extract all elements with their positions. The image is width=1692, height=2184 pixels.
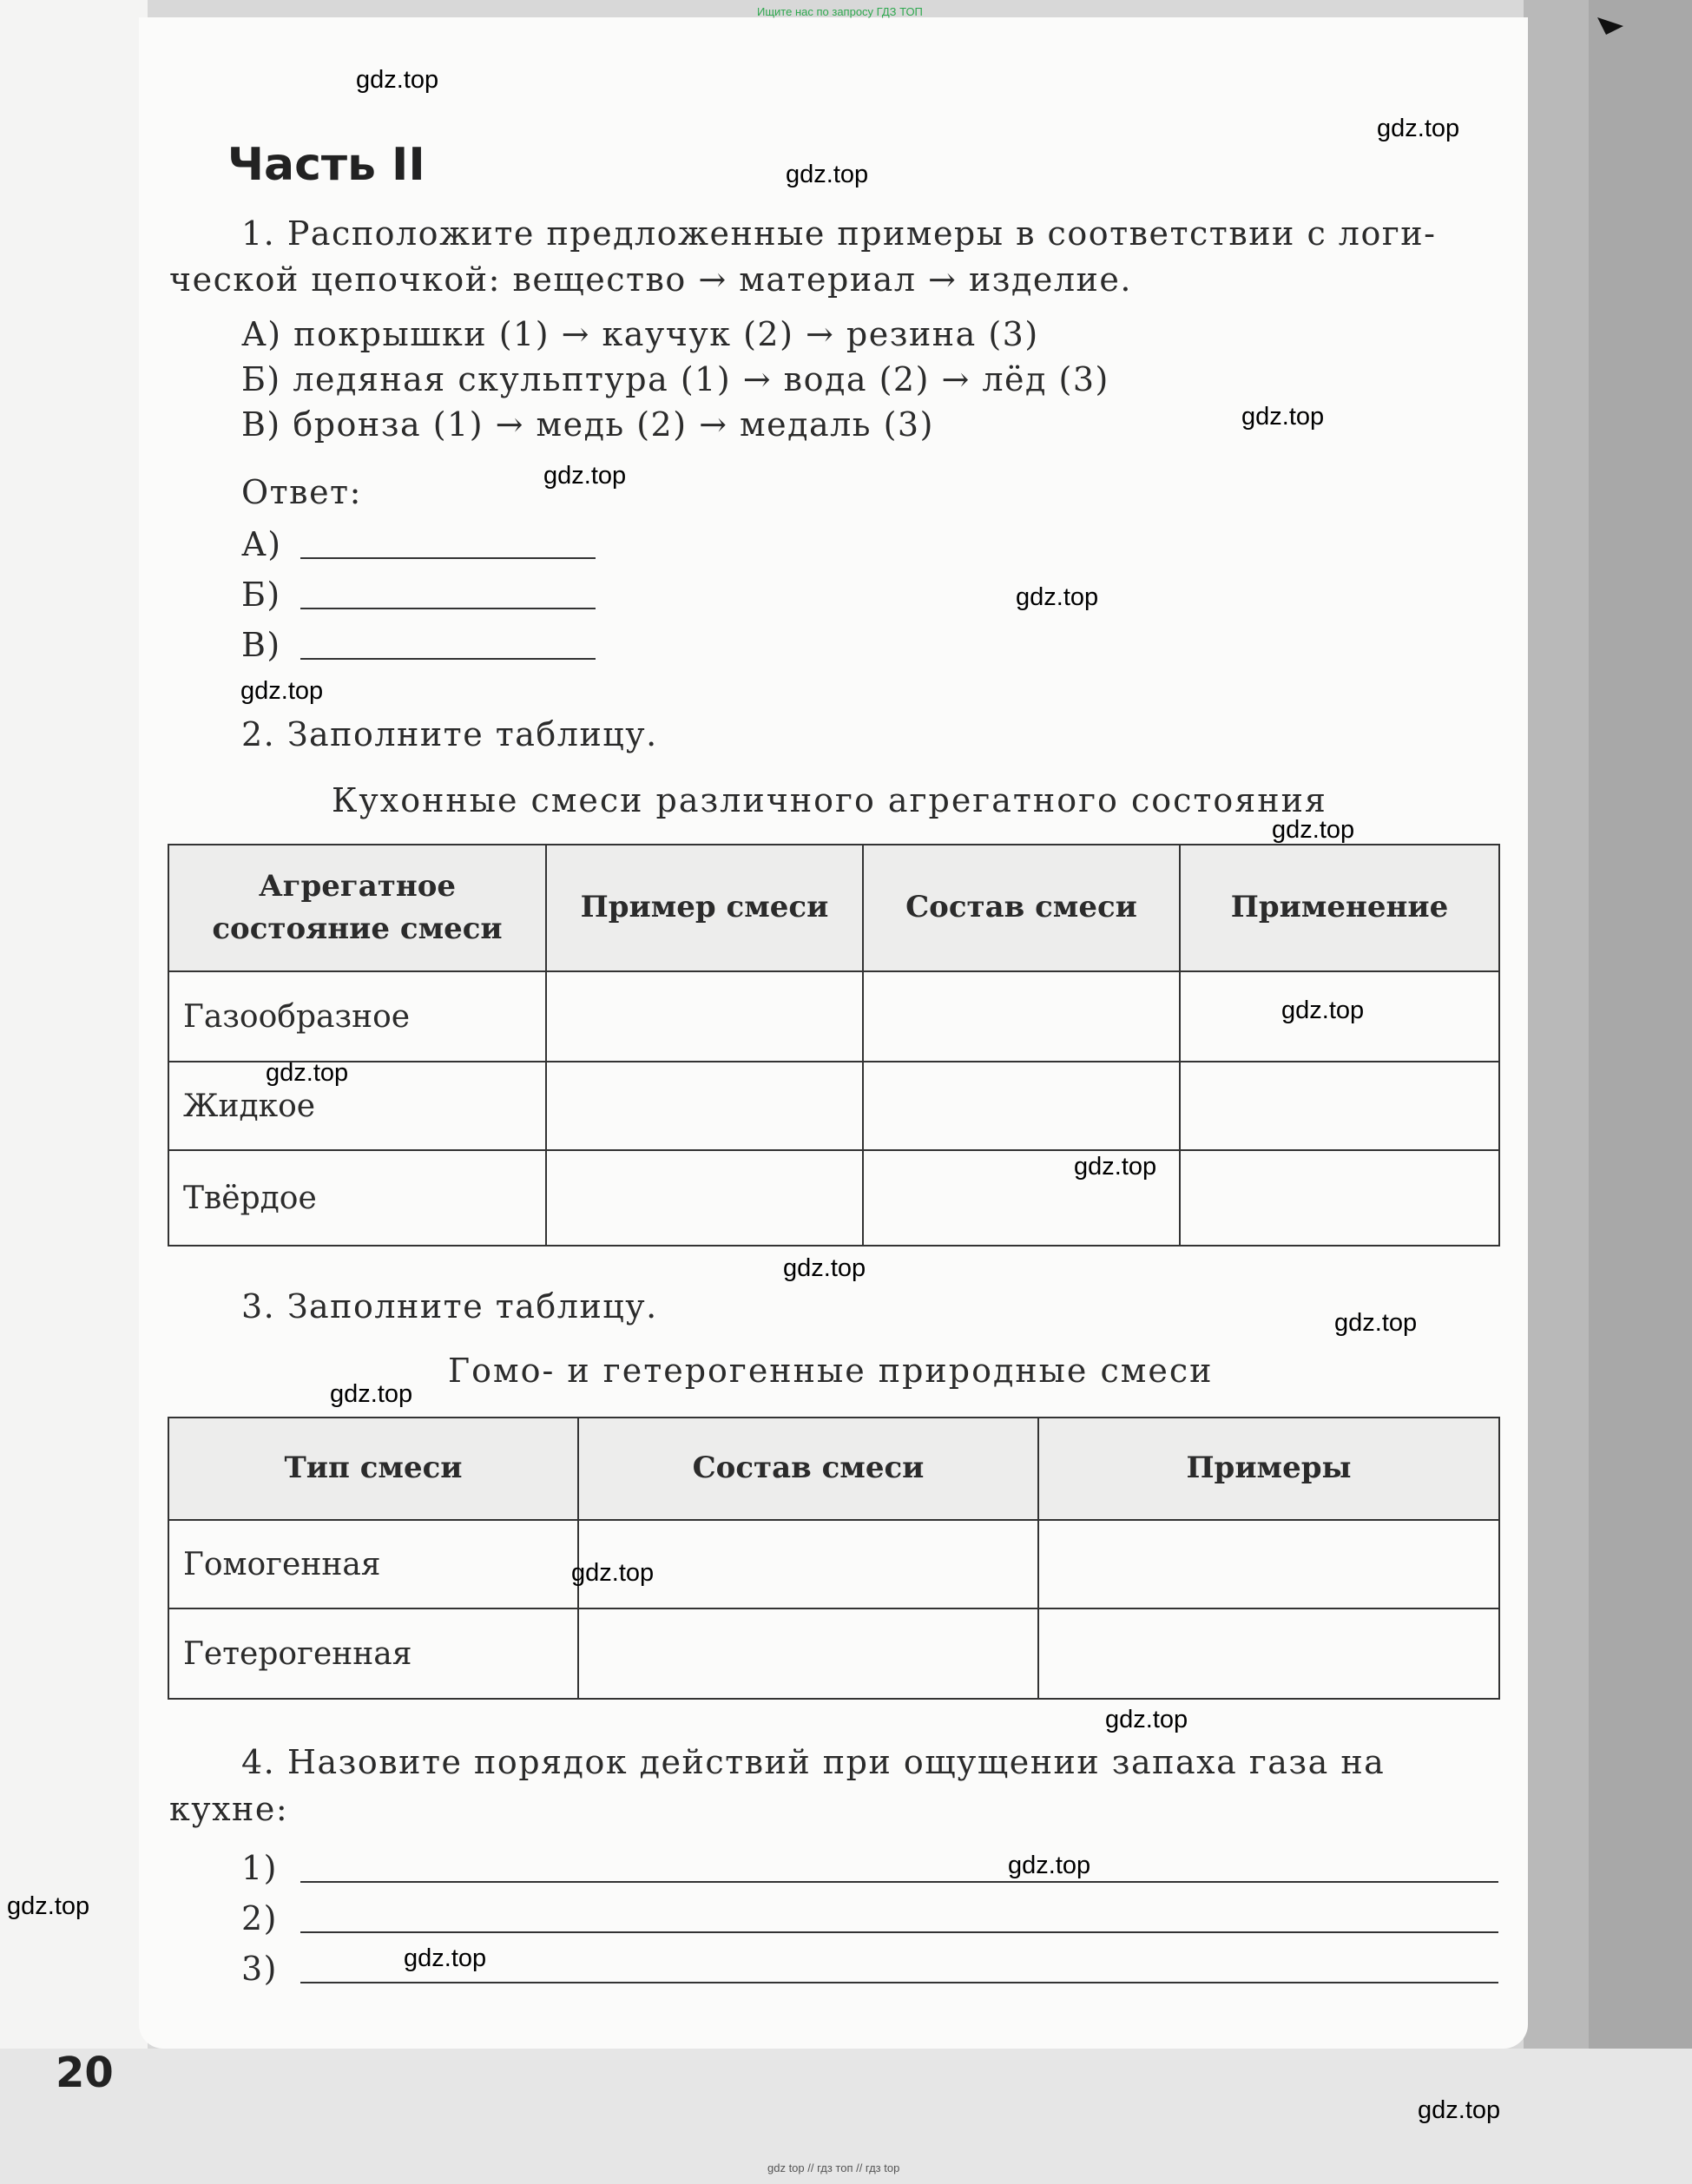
answer-line-2[interactable]: [300, 1931, 1498, 1933]
table-cell[interactable]: [1038, 1608, 1499, 1699]
row-label-liquid: Жидкое: [168, 1062, 546, 1150]
answer-line-c[interactable]: [300, 658, 596, 660]
header-examples: Примеры: [1038, 1418, 1499, 1520]
task2-table-caption: Кухонные смеси различного агрегатного состояния: [332, 781, 1327, 819]
watermark: gdz.top: [571, 1559, 655, 1587]
task2-prompt: 2. Заполните таблицу.: [241, 715, 658, 753]
answer-line-b[interactable]: [300, 608, 596, 609]
row-label-heterogeneous: Гетерогенная: [168, 1608, 578, 1699]
answer-line-1[interactable]: [300, 1881, 1498, 1883]
table-row: [168, 1608, 1499, 1699]
answer-letter-a: А): [241, 525, 282, 563]
table-cell[interactable]: [1180, 1062, 1499, 1150]
task1-option-c: В) бронза (1) → медь (2) → медаль (3): [241, 405, 934, 444]
watermark: gdz.top: [356, 66, 439, 94]
task1-text-line2: ческой цепочкой: вещество → материал → изделие.: [169, 260, 1132, 299]
answer-number-1: 1): [241, 1849, 279, 1887]
watermark: gdz.top: [1272, 816, 1355, 844]
watermark: gdz.top: [1016, 583, 1099, 611]
header-aggregate-state: Агрегатное состояние смеси: [168, 845, 546, 971]
task1-option-a: А) покрышки (1) → каучук (2) → резина (3): [241, 315, 1039, 353]
answer-letter-b: Б): [241, 576, 281, 614]
task4-text-line2: кухне:: [169, 1790, 289, 1828]
watermark: gdz.top: [1281, 997, 1365, 1024]
watermark: gdz.top: [543, 462, 627, 490]
table-cell[interactable]: [546, 1150, 863, 1246]
task1-text-line1: 1. Расположите предложенные примеры в соответствии с логи-: [241, 214, 1437, 253]
watermark: gdz.top: [240, 677, 324, 705]
natural-mixtures-table: [168, 1417, 1500, 1700]
answer-label: Ответ:: [241, 473, 362, 511]
task3-prompt: 3. Заполните таблицу.: [241, 1287, 658, 1326]
page-number: 20: [56, 2049, 114, 2097]
task1-option-b: Б) ледяная скульптура (1) → вода (2) → лёд (3): [241, 360, 1109, 398]
header-composition: Состав смеси: [863, 845, 1180, 971]
table-row: [168, 1062, 1499, 1150]
header-mixture-composition: Состав смеси: [578, 1418, 1038, 1520]
table-cell[interactable]: [1038, 1520, 1499, 1608]
header-example: Пример смеси: [546, 845, 863, 971]
watermark: gdz.top: [1105, 1706, 1188, 1733]
watermark: gdz.top: [1334, 1309, 1418, 1337]
watermark: gdz.top: [1418, 2096, 1501, 2124]
answer-number-3: 3): [241, 1950, 279, 1988]
kitchen-mixtures-table: [168, 844, 1500, 1247]
answer-line-3[interactable]: [300, 1982, 1498, 1983]
watermark: gdz.top: [1241, 403, 1325, 431]
table-row: [168, 1150, 1499, 1246]
header-mixture-type: Тип смеси: [168, 1418, 578, 1520]
row-label-solid: Твёрдое: [168, 1150, 546, 1246]
table-cell[interactable]: [578, 1608, 1038, 1699]
table-cell[interactable]: [1180, 1150, 1499, 1246]
watermark: gdz.top: [7, 1892, 90, 1920]
watermark: gdz.top: [783, 1254, 866, 1282]
table-cell[interactable]: [863, 1062, 1180, 1150]
top-note: Ищите нас по запросу ГДЗ ТОП: [757, 5, 923, 18]
watermark: gdz.top: [786, 161, 869, 188]
watermark: gdz.top: [1377, 115, 1460, 142]
answer-letter-c: В): [241, 626, 281, 664]
table-cell[interactable]: [546, 971, 863, 1062]
watermark: gdz.top: [1074, 1153, 1157, 1181]
row-label-gaseous: Газообразное: [168, 971, 546, 1062]
task3-table-caption: Гомо- и гетерогенные природные смеси: [448, 1352, 1214, 1390]
watermark: gdz.top: [404, 1944, 487, 1972]
watermark: gdz.top: [266, 1059, 349, 1087]
watermark: gdz.top: [1008, 1852, 1091, 1879]
table-cell[interactable]: [546, 1062, 863, 1150]
answer-number-2: 2): [241, 1899, 279, 1937]
footer-text: gdz top // гдз топ // гдз top: [767, 2161, 900, 2174]
header-application: Применение: [1180, 845, 1499, 971]
table-cell[interactable]: [863, 971, 1180, 1062]
row-label-homogeneous: Гомогенная: [168, 1520, 578, 1608]
task4-text-line1: 4. Назовите порядок действий при ощущении запаха газа на: [241, 1743, 1386, 1781]
answer-line-a[interactable]: [300, 557, 596, 559]
watermark: gdz.top: [330, 1380, 413, 1408]
table-row: [168, 1520, 1499, 1608]
page-title: Часть II: [227, 139, 425, 191]
